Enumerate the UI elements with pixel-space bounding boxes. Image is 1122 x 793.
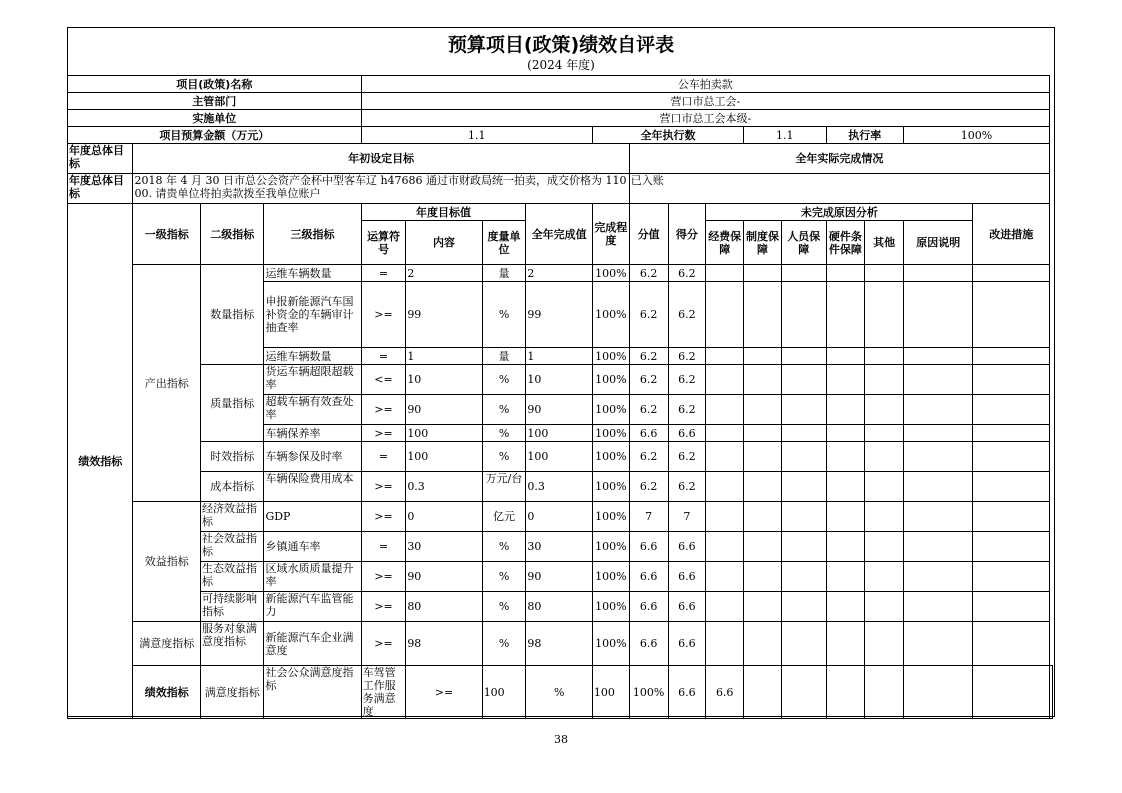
empty-cell <box>904 265 973 282</box>
op-header: 运算符号 <box>361 221 406 265</box>
empty-cell <box>826 622 865 666</box>
target-group-header: 年度目标值 <box>361 204 526 221</box>
indicator-score: 6.6 <box>668 425 706 442</box>
benefit-indicator-group: 效益指标 <box>133 502 200 622</box>
empty-cell <box>781 666 826 719</box>
score-value-header: 分值 <box>629 204 668 265</box>
indicator-content: 30 <box>406 532 482 562</box>
empty-cell <box>865 562 904 592</box>
page-subtitle: (2024 年度) <box>527 58 595 72</box>
empty-cell <box>973 472 1050 502</box>
empty-cell <box>826 425 865 442</box>
level1-header: 一级指标 <box>133 204 200 265</box>
rate-label: 执行率 <box>826 127 904 144</box>
empty-cell <box>744 395 782 425</box>
indicator-score: 6.6 <box>668 562 706 592</box>
indicator-content: 1 <box>406 348 482 365</box>
satisfaction-indicator-group-2: 满意度指标 <box>200 666 264 719</box>
indicator-name: 车辆保养率 <box>264 425 361 442</box>
indicator-unit: 量 <box>482 265 526 282</box>
indicator-actual: 90 <box>526 395 592 425</box>
empty-cell <box>904 622 973 666</box>
indicator-name: 申报新能源汽车国补资金的车辆审计抽查率 <box>264 282 361 348</box>
indicator-degree: 100% <box>592 592 629 622</box>
indicator-degree: 100% <box>592 622 629 666</box>
reason-hardware-header: 硬件条件保障 <box>826 221 865 265</box>
indicator-name: 运维车辆数量 <box>264 265 361 282</box>
empty-cell <box>781 592 826 622</box>
output-indicator-group: 产出指标 <box>133 265 200 502</box>
indicator-degree: 100% <box>592 562 629 592</box>
exec-value: 1.1 <box>744 127 826 144</box>
indicator-value: 6.2 <box>629 365 668 395</box>
empty-cell <box>865 472 904 502</box>
empty-cell <box>781 442 826 472</box>
empty-cell <box>826 666 865 719</box>
empty-cell <box>744 592 782 622</box>
empty-cell <box>744 502 782 532</box>
empty-cell <box>973 395 1050 425</box>
empty-cell <box>973 562 1050 592</box>
unit-label: 实施单位 <box>68 110 362 127</box>
indicator-actual: 98 <box>526 622 592 666</box>
dept-value: 营口市总工会- <box>361 93 1049 110</box>
empty-cell <box>973 348 1050 365</box>
indicator-degree: 100% <box>592 348 629 365</box>
indicator-degree: 100% <box>592 265 629 282</box>
empty-cell <box>826 442 865 472</box>
indicator-value: 6.6 <box>629 622 668 666</box>
indicator-unit: 万元/台 <box>482 472 526 502</box>
indicator-op: = <box>361 265 406 282</box>
indicator-actual: 30 <box>526 532 592 562</box>
indicator-unit: 亿元 <box>482 502 526 532</box>
sustainable-indicator-group: 可持续影响指标 <box>200 592 264 622</box>
indicator-name: 运维车辆数量 <box>264 348 361 365</box>
indicator-degree: 100% <box>592 365 629 395</box>
indicator-actual: 100 <box>526 442 592 472</box>
empty-cell <box>973 365 1050 395</box>
economic-indicator-group: 经济效益指标 <box>200 502 264 532</box>
indicator-score: 6.6 <box>668 622 706 666</box>
indicator-op: >= <box>406 666 482 719</box>
empty-cell <box>744 562 782 592</box>
empty-cell <box>706 365 744 395</box>
empty-cell <box>706 442 744 472</box>
indicator-value: 6.2 <box>629 282 668 348</box>
indicator-content: 80 <box>406 592 482 622</box>
ecological-indicator-group: 生态效益指标 <box>200 562 264 592</box>
empty-cell <box>904 562 973 592</box>
indicator-score: 6.2 <box>668 282 706 348</box>
empty-cell <box>706 622 744 666</box>
indicator-name: 车驾管工作服务满意度 <box>361 666 406 719</box>
empty-cell <box>781 265 826 282</box>
indicator-name: 乡镇通车率 <box>264 532 361 562</box>
score-header: 得分 <box>668 204 706 265</box>
reason-fund-header: 经费保障 <box>706 221 744 265</box>
indicator-op: = <box>361 532 406 562</box>
empty-cell <box>973 502 1050 532</box>
empty-cell <box>865 348 904 365</box>
empty-cell <box>973 442 1050 472</box>
actual-goal-header: 全年实际完成情况 <box>629 144 1049 174</box>
reasons-group-header: 未完成原因分析 <box>706 204 973 221</box>
empty-cell <box>826 282 865 348</box>
empty-cell <box>973 282 1050 348</box>
indicator-score: 6.2 <box>668 472 706 502</box>
indicator-value: 6.2 <box>629 265 668 282</box>
indicator-value: 6.6 <box>629 562 668 592</box>
indicator-score: 6.6 <box>706 666 744 719</box>
indicator-actual: 0 <box>526 502 592 532</box>
empty-cell <box>973 265 1050 282</box>
indicator-op: >= <box>361 425 406 442</box>
empty-cell <box>865 532 904 562</box>
goal-label: 年度总体目标 <box>68 144 133 174</box>
indicator-content: 100 <box>482 666 526 719</box>
empty-cell <box>865 502 904 532</box>
budget-label: 项目预算金额（万元） <box>68 127 362 144</box>
empty-cell <box>826 562 865 592</box>
page-title: 预算项目(政策)绩效自评表 <box>447 34 675 56</box>
indicator-content: 90 <box>406 562 482 592</box>
evaluation-table <box>67 75 1053 719</box>
empty-cell <box>744 365 782 395</box>
empty-cell <box>706 532 744 562</box>
reason-other-header: 其他 <box>865 221 904 265</box>
indicator-content: 90 <box>406 395 482 425</box>
empty-cell <box>781 562 826 592</box>
empty-cell <box>865 395 904 425</box>
empty-cell <box>865 265 904 282</box>
indicator-name: GDP <box>264 502 361 532</box>
indicator-degree: 100% <box>592 425 629 442</box>
indicator-value: 6.6 <box>629 425 668 442</box>
empty-cell <box>744 282 782 348</box>
indicator-content: 99 <box>406 282 482 348</box>
rate-value: 100% <box>904 127 1050 144</box>
empty-cell <box>706 282 744 348</box>
quantity-indicator-group: 数量指标 <box>200 265 264 365</box>
indicator-score: 7 <box>668 502 706 532</box>
empty-cell <box>744 532 782 562</box>
evaluation-sheet <box>67 27 1055 717</box>
empty-cell <box>826 365 865 395</box>
empty-cell <box>706 265 744 282</box>
project-name-value: 公车拍卖款 <box>361 76 1049 93</box>
initial-goal-header: 年初设定目标 <box>133 144 629 174</box>
cost-indicator-group: 成本指标 <box>200 472 264 502</box>
indicator-value: 6.2 <box>629 442 668 472</box>
empty-cell <box>973 666 1050 719</box>
indicator-op: = <box>361 442 406 472</box>
empty-cell <box>973 425 1050 442</box>
unit-header: 度量单位 <box>482 221 526 265</box>
service-indicator-group: 服务对象满意度指标 <box>200 622 264 666</box>
indicator-content: 0.3 <box>406 472 482 502</box>
empty-cell <box>826 348 865 365</box>
empty-cell <box>706 562 744 592</box>
empty-cell <box>904 442 973 472</box>
indicator-op: <= <box>361 365 406 395</box>
empty-cell <box>826 592 865 622</box>
indicator-actual: 100 <box>526 425 592 442</box>
indicator-op: >= <box>361 562 406 592</box>
exec-label: 全年执行数 <box>592 127 743 144</box>
empty-cell <box>744 472 782 502</box>
indicator-score: 6.2 <box>668 365 706 395</box>
indicator-score: 6.2 <box>668 265 706 282</box>
indicator-value: 7 <box>629 502 668 532</box>
content-header: 内容 <box>406 221 482 265</box>
empty-cell <box>706 425 744 442</box>
actual-goal-text: 已入账 <box>629 174 1049 204</box>
empty-cell <box>826 265 865 282</box>
indicator-content: 100 <box>406 425 482 442</box>
dept-label: 主管部门 <box>68 93 362 110</box>
empty-cell <box>904 472 973 502</box>
project-name-label: 项目(政策)名称 <box>68 76 362 93</box>
indicator-content: 10 <box>406 365 482 395</box>
indicator-name: 新能源汽车企业满意度 <box>264 622 361 666</box>
budget-value: 1.1 <box>361 127 592 144</box>
empty-cell <box>706 395 744 425</box>
empty-cell <box>1050 666 1053 719</box>
indicator-value: 6.2 <box>629 472 668 502</box>
empty-cell <box>904 282 973 348</box>
indicator-score: 6.6 <box>668 592 706 622</box>
indicator-score: 6.2 <box>668 442 706 472</box>
empty-cell <box>904 395 973 425</box>
reason-note-header: 原因说明 <box>904 221 973 265</box>
empty-cell <box>744 425 782 442</box>
public-indicator-group: 社会公众满意度指标 <box>264 666 361 719</box>
empty-cell <box>706 472 744 502</box>
indicator-unit: % <box>482 592 526 622</box>
indicator-degree: 100% <box>592 532 629 562</box>
empty-cell <box>973 592 1050 622</box>
indicator-op: >= <box>361 282 406 348</box>
indicator-content: 98 <box>406 622 482 666</box>
indicator-op: >= <box>361 472 406 502</box>
indicator-value: 6.2 <box>629 348 668 365</box>
indicator-degree: 100% <box>592 472 629 502</box>
indicator-op: >= <box>361 395 406 425</box>
empty-cell <box>865 622 904 666</box>
reason-staff-header: 人员保障 <box>781 221 826 265</box>
indicator-actual: 99 <box>526 282 592 348</box>
indicator-name: 货运车辆超限超载率 <box>264 365 361 395</box>
indicator-degree: 100% <box>592 442 629 472</box>
indicator-unit: 量 <box>482 348 526 365</box>
indicator-actual: 80 <box>526 592 592 622</box>
empty-cell <box>781 472 826 502</box>
goal-label-2: 年度总体目标 <box>68 174 133 204</box>
perf-indicator-group-2: 绩效指标 <box>133 666 200 719</box>
indicator-degree: 100% <box>629 666 668 719</box>
empty-cell <box>781 365 826 395</box>
empty-cell <box>744 442 782 472</box>
indicator-actual: 1 <box>526 348 592 365</box>
indicator-unit: % <box>482 425 526 442</box>
level3-header: 三级指标 <box>264 204 361 265</box>
empty-cell <box>744 622 782 666</box>
initial-goal-text: 2018 年 4 月 30 日市总公会资产金杯中型客车辽 h47686 通过市财政局统一拍卖，成交价格为 11000. 请贵单位将拍卖款拨至我单位账户 <box>133 174 629 204</box>
empty-cell <box>706 348 744 365</box>
indicator-actual: 2 <box>526 265 592 282</box>
indicator-degree: 100% <box>592 395 629 425</box>
indicator-value: 6.6 <box>629 532 668 562</box>
indicator-op: >= <box>361 592 406 622</box>
indicator-name: 超载车辆有效查处率 <box>264 395 361 425</box>
page-number: 38 <box>554 733 568 746</box>
social-indicator-group: 社会效益指标 <box>200 532 264 562</box>
empty-cell <box>904 532 973 562</box>
empty-cell <box>865 442 904 472</box>
empty-cell <box>744 348 782 365</box>
indicator-content: 2 <box>406 265 482 282</box>
satisfaction-indicator-group: 满意度指标 <box>133 622 200 666</box>
indicator-op: = <box>361 348 406 365</box>
empty-cell <box>706 592 744 622</box>
indicator-actual: 100 <box>592 666 629 719</box>
perf-indicator-group: 绩效指标 <box>68 204 133 719</box>
indicator-degree: 100% <box>592 282 629 348</box>
empty-cell <box>826 395 865 425</box>
quality-indicator-group: 质量指标 <box>200 365 264 442</box>
empty-cell <box>781 395 826 425</box>
reason-system-header: 制度保障 <box>744 221 782 265</box>
degree-header: 完成程度 <box>592 204 629 265</box>
empty-cell <box>904 592 973 622</box>
actual-header: 全年完成值 <box>526 204 592 265</box>
empty-cell <box>781 622 826 666</box>
indicator-unit: % <box>526 666 592 719</box>
indicator-op: >= <box>361 502 406 532</box>
empty-cell <box>781 532 826 562</box>
empty-cell <box>904 502 973 532</box>
empty-cell <box>826 502 865 532</box>
indicator-name: 车辆参保及时率 <box>264 442 361 472</box>
indicator-degree: 100% <box>592 502 629 532</box>
indicator-name: 新能源汽车监管能力 <box>264 592 361 622</box>
empty-cell <box>865 666 904 719</box>
empty-cell <box>781 282 826 348</box>
indicator-unit: % <box>482 282 526 348</box>
indicator-unit: % <box>482 622 526 666</box>
empty-cell <box>781 348 826 365</box>
indicator-score: 6.6 <box>668 532 706 562</box>
indicator-content: 100 <box>406 442 482 472</box>
empty-cell <box>706 502 744 532</box>
indicator-value: 6.6 <box>629 592 668 622</box>
timeliness-indicator-group: 时效指标 <box>200 442 264 472</box>
empty-cell <box>904 348 973 365</box>
indicator-unit: % <box>482 562 526 592</box>
empty-cell <box>865 592 904 622</box>
empty-cell <box>781 425 826 442</box>
indicator-unit: % <box>482 395 526 425</box>
empty-cell <box>744 265 782 282</box>
empty-cell <box>973 532 1050 562</box>
empty-cell <box>744 666 782 719</box>
empty-cell <box>826 532 865 562</box>
empty-cell <box>904 666 973 719</box>
indicator-actual: 0.3 <box>526 472 592 502</box>
empty-cell <box>865 282 904 348</box>
empty-cell <box>904 425 973 442</box>
indicator-name: 车辆保险费用成本 <box>264 472 361 502</box>
empty-cell <box>826 472 865 502</box>
indicator-unit: % <box>482 532 526 562</box>
indicator-score: 6.2 <box>668 395 706 425</box>
indicator-content: 0 <box>406 502 482 532</box>
indicator-value: 6.6 <box>668 666 706 719</box>
empty-cell <box>865 425 904 442</box>
indicator-value: 6.2 <box>629 395 668 425</box>
improve-header: 改进措施 <box>973 204 1050 265</box>
indicator-name: 区域水质质量提升率 <box>264 562 361 592</box>
empty-cell <box>865 365 904 395</box>
indicator-actual: 10 <box>526 365 592 395</box>
indicator-op: >= <box>361 622 406 666</box>
unit-value: 营口市总工会本级- <box>361 110 1049 127</box>
indicator-unit: % <box>482 365 526 395</box>
level2-header: 二级指标 <box>200 204 264 265</box>
empty-cell <box>973 622 1050 666</box>
indicator-actual: 90 <box>526 562 592 592</box>
indicator-unit: % <box>482 442 526 472</box>
empty-cell <box>904 365 973 395</box>
empty-cell <box>781 502 826 532</box>
indicator-score: 6.2 <box>668 348 706 365</box>
